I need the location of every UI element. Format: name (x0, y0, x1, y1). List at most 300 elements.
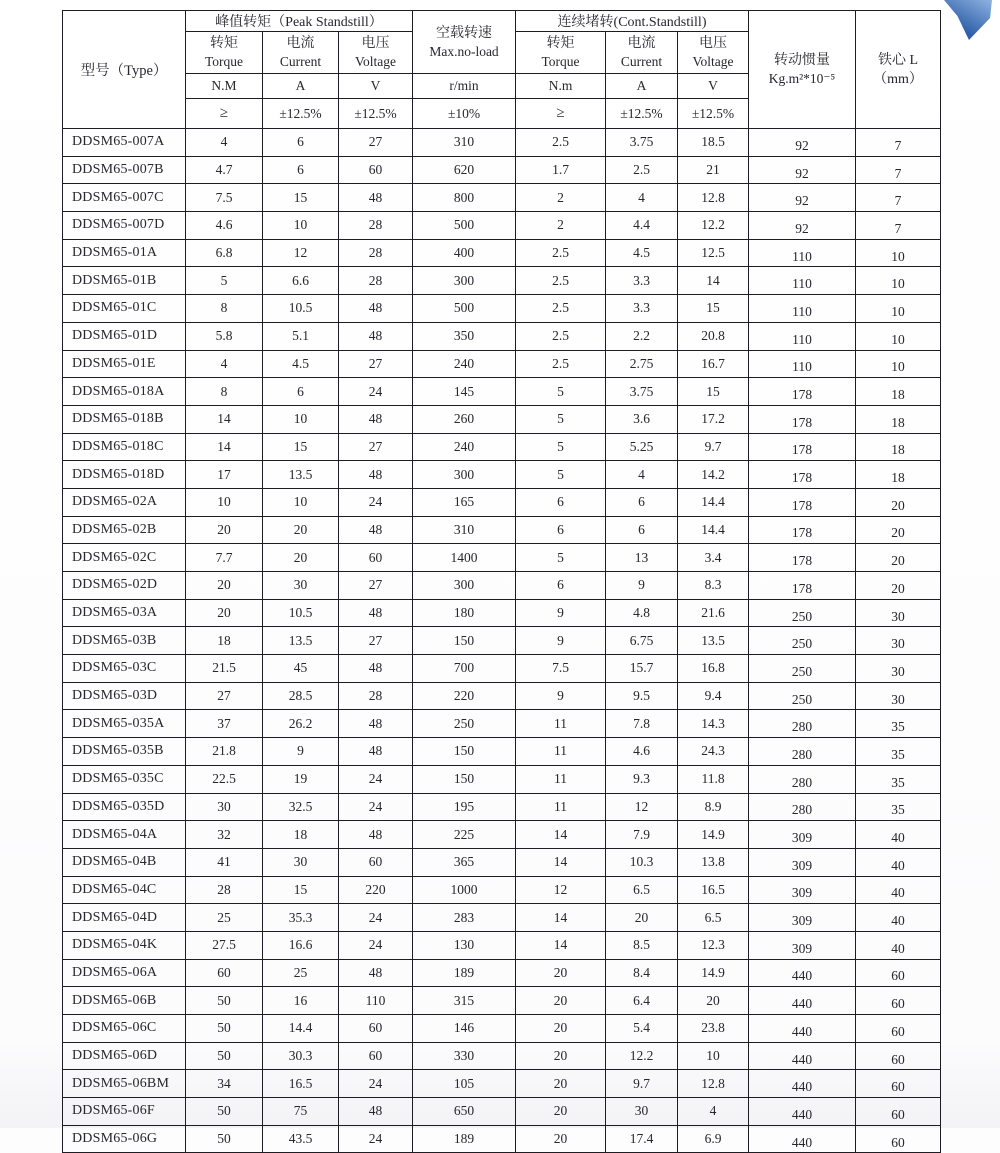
core-length-cell: 18 (856, 461, 941, 489)
table-row (63, 156, 941, 184)
peak-current-cell: 6.6 (263, 267, 339, 295)
cont-current-cell: 8.4 (606, 959, 678, 987)
cont-torque-cell: 7.5 (516, 655, 606, 683)
table-row (63, 544, 941, 572)
tolerance-cont-current: ±12.5% (606, 99, 678, 129)
column-header-core-length (856, 11, 941, 129)
inertia-cell: 178 (749, 461, 856, 489)
peak-voltage-cell: 48 (339, 516, 413, 544)
unit-peak-torque: N.M (186, 74, 263, 99)
type-cell: DDSM65-01B (63, 267, 186, 295)
peak-torque-cell: 4 (186, 129, 263, 157)
peak-current-zh: 电流 (286, 36, 315, 51)
core-length-cell: 30 (856, 599, 941, 627)
table-header (63, 11, 941, 129)
table-row (63, 1015, 941, 1043)
cont-current-cell: 4.8 (606, 599, 678, 627)
cont-voltage-cell: 4 (678, 1098, 749, 1126)
peak-voltage-cell: 110 (339, 987, 413, 1015)
inertia-cell: 280 (749, 738, 856, 766)
cont-torque-cell: 2.5 (516, 239, 606, 267)
table-row (63, 433, 941, 461)
noload-speed-cell: 283 (413, 904, 516, 932)
peak-voltage-cell: 48 (339, 184, 413, 212)
noload-speed-cell: 300 (413, 572, 516, 600)
core-length-cell: 40 (856, 904, 941, 932)
cont-current-cell: 3.3 (606, 267, 678, 295)
cont-current-cell: 4.6 (606, 738, 678, 766)
peak-torque-cell: 20 (186, 516, 263, 544)
peak-current-cell: 6 (263, 378, 339, 406)
peak-torque-cell: 4.7 (186, 156, 263, 184)
peak-current-cell: 16.6 (263, 931, 339, 959)
table-row (63, 765, 941, 793)
cont-voltage-cell: 15 (678, 295, 749, 323)
core-length-cell: 40 (856, 931, 941, 959)
cont-torque-cell: 12 (516, 876, 606, 904)
peak-torque-cell: 25 (186, 904, 263, 932)
unit-cont-current: A (606, 74, 678, 99)
core-length-cell: 20 (856, 488, 941, 516)
cont-torque-cell: 14 (516, 904, 606, 932)
tolerance-peak-current: ±12.5% (263, 99, 339, 129)
noload-speed-cell: 250 (413, 710, 516, 738)
cont-torque-cell: 1.7 (516, 156, 606, 184)
inertia-cell: 110 (749, 322, 856, 350)
peak-torque-cell: 14 (186, 405, 263, 433)
type-cell: DDSM65-06A (63, 959, 186, 987)
peak-current-cell: 25 (263, 959, 339, 987)
type-cell: DDSM65-03C (63, 655, 186, 683)
peak-current-cell: 30 (263, 572, 339, 600)
inertia-cell: 309 (749, 876, 856, 904)
inertia-cell: 92 (749, 212, 856, 240)
peak-voltage-cell: 48 (339, 599, 413, 627)
noload-speed-cell: 189 (413, 1125, 516, 1153)
peak-torque-cell: 22.5 (186, 765, 263, 793)
peak-voltage-cell: 24 (339, 904, 413, 932)
cont-voltage-en: Voltage (692, 54, 734, 69)
peak-voltage-cell: 60 (339, 1042, 413, 1070)
peak-torque-cell: 50 (186, 1015, 263, 1043)
table-row (63, 821, 941, 849)
core-length-cell: 10 (856, 267, 941, 295)
peak-voltage-en: Voltage (355, 54, 396, 69)
cont-voltage-cell: 9.4 (678, 682, 749, 710)
inertia-cell: 178 (749, 516, 856, 544)
table-row (63, 1125, 941, 1153)
peak-voltage-cell: 48 (339, 738, 413, 766)
peak-torque-cell: 4.6 (186, 212, 263, 240)
cont-voltage-cell: 14.9 (678, 959, 749, 987)
peak-group-label: 峰值转矩（Peak Standstill） (215, 15, 383, 30)
cont-current-cell: 2.5 (606, 156, 678, 184)
cont-voltage-cell: 9.7 (678, 433, 749, 461)
type-cell: DDSM65-018C (63, 433, 186, 461)
peak-torque-cell: 8 (186, 378, 263, 406)
cont-torque-cell: 14 (516, 931, 606, 959)
inertia-cell: 280 (749, 710, 856, 738)
peak-current-cell: 12 (263, 239, 339, 267)
table-row (63, 350, 941, 378)
table-row (63, 1098, 941, 1126)
inertia-cell: 92 (749, 156, 856, 184)
cont-current-cell: 3.75 (606, 378, 678, 406)
cont-current-cell: 3.3 (606, 295, 678, 323)
core-length-cell: 7 (856, 184, 941, 212)
table-row (63, 461, 941, 489)
type-cell: DDSM65-02D (63, 572, 186, 600)
core-length-cell: 10 (856, 350, 941, 378)
peak-current-cell: 20 (263, 544, 339, 572)
type-cell: DDSM65-04C (63, 876, 186, 904)
core-length-cell: 10 (856, 322, 941, 350)
inertia-cell: 309 (749, 904, 856, 932)
peak-torque-cell: 50 (186, 987, 263, 1015)
core-length-cell: 30 (856, 655, 941, 683)
tolerance-peak-torque: ≥ (186, 99, 263, 129)
cont-current-cell: 9.3 (606, 765, 678, 793)
noload-speed-cell: 330 (413, 1042, 516, 1070)
peak-current-cell: 18 (263, 821, 339, 849)
peak-voltage-cell: 60 (339, 1015, 413, 1043)
peak-current-en: Current (279, 54, 322, 69)
table-row (63, 655, 941, 683)
core-length-cell: 40 (856, 848, 941, 876)
cont-current-cell: 15.7 (606, 655, 678, 683)
inertia-label-zh: 转动惯量 (774, 53, 831, 68)
cont-current-cell: 4.5 (606, 239, 678, 267)
noload-speed-cell: 145 (413, 378, 516, 406)
cont-voltage-cell: 12.3 (678, 931, 749, 959)
peak-current-cell: 35.3 (263, 904, 339, 932)
inertia-cell: 309 (749, 848, 856, 876)
type-cell: DDSM65-03B (63, 627, 186, 655)
inertia-cell: 440 (749, 1015, 856, 1043)
core-length-cell: 20 (856, 516, 941, 544)
table-row (63, 987, 941, 1015)
noload-label-zh: 空载转速 (436, 25, 493, 41)
core-length-cell: 18 (856, 378, 941, 406)
cont-torque-cell: 20 (516, 1070, 606, 1098)
cont-torque-cell: 5 (516, 461, 606, 489)
type-cell: DDSM65-06F (63, 1098, 186, 1126)
core-length-cell: 35 (856, 738, 941, 766)
peak-torque-cell: 20 (186, 599, 263, 627)
cont-torque-cell: 6 (516, 516, 606, 544)
core-length-cell: 40 (856, 821, 941, 849)
cont-voltage-cell: 8.3 (678, 572, 749, 600)
peak-voltage-cell: 28 (339, 267, 413, 295)
noload-speed-cell: 310 (413, 516, 516, 544)
type-cell: DDSM65-04K (63, 931, 186, 959)
noload-label-en: Max.no-load (429, 43, 499, 59)
inertia-cell: 309 (749, 931, 856, 959)
peak-torque-cell: 60 (186, 959, 263, 987)
table-row (63, 212, 941, 240)
core-length-cell: 60 (856, 1042, 941, 1070)
peak-voltage-cell: 28 (339, 682, 413, 710)
noload-speed-cell: 150 (413, 765, 516, 793)
peak-torque-en: Torque (204, 54, 244, 69)
cont-voltage-cell: 14.9 (678, 821, 749, 849)
peak-current-cell: 6 (263, 156, 339, 184)
table-row (63, 572, 941, 600)
cont-voltage-cell: 12.8 (678, 1070, 749, 1098)
peak-torque-cell: 14 (186, 433, 263, 461)
cont-torque-cell: 20 (516, 1125, 606, 1153)
type-cell: DDSM65-035B (63, 738, 186, 766)
core-length-cell: 60 (856, 1125, 941, 1153)
table-row (63, 931, 941, 959)
column-group-peak-standstill (186, 11, 413, 32)
type-cell: DDSM65-007D (63, 212, 186, 240)
peak-current-cell: 16 (263, 987, 339, 1015)
cont-torque-cell: 11 (516, 710, 606, 738)
noload-speed-cell: 195 (413, 793, 516, 821)
cont-current-cell: 4 (606, 184, 678, 212)
cont-current-cell: 20 (606, 904, 678, 932)
type-cell: DDSM65-06D (63, 1042, 186, 1070)
table-row (63, 267, 941, 295)
table-row (63, 1070, 941, 1098)
cont-torque-cell: 20 (516, 1042, 606, 1070)
cont-current-cell: 6.75 (606, 627, 678, 655)
unit-peak-voltage: V (339, 74, 413, 99)
type-cell: DDSM65-04A (63, 821, 186, 849)
peak-torque-cell: 5 (186, 267, 263, 295)
peak-torque-cell: 50 (186, 1098, 263, 1126)
type-cell: DDSM65-04D (63, 904, 186, 932)
tolerance-cont-voltage: ±12.5% (678, 99, 749, 129)
cont-voltage-cell: 12.5 (678, 239, 749, 267)
peak-torque-cell: 5.8 (186, 322, 263, 350)
peak-torque-cell: 21.5 (186, 655, 263, 683)
peak-voltage-cell: 60 (339, 156, 413, 184)
noload-speed-cell: 350 (413, 322, 516, 350)
cont-voltage-cell: 20 (678, 987, 749, 1015)
cont-torque-cell: 20 (516, 1098, 606, 1126)
cont-voltage-zh: 电压 (699, 36, 728, 51)
table-row (63, 793, 941, 821)
noload-speed-cell: 500 (413, 295, 516, 323)
noload-speed-cell: 150 (413, 627, 516, 655)
noload-speed-cell: 1400 (413, 544, 516, 572)
table-row (63, 959, 941, 987)
core-length-cell: 20 (856, 544, 941, 572)
peak-current-cell: 15 (263, 433, 339, 461)
peak-current-cell: 10.5 (263, 599, 339, 627)
peak-current-cell: 32.5 (263, 793, 339, 821)
type-cell: DDSM65-035D (63, 793, 186, 821)
cont-current-cell: 4.4 (606, 212, 678, 240)
cont-current-cell: 30 (606, 1098, 678, 1126)
peak-current-cell: 15 (263, 876, 339, 904)
motor-spec-table (62, 10, 941, 1153)
cont-voltage-cell: 10 (678, 1042, 749, 1070)
peak-voltage-cell: 27 (339, 433, 413, 461)
core-length-cell: 60 (856, 1098, 941, 1126)
cont-torque-cell: 11 (516, 765, 606, 793)
core-length-cell: 7 (856, 129, 941, 157)
cont-current-cell: 6 (606, 516, 678, 544)
column-header-cont-voltage (678, 32, 749, 74)
peak-torque-cell: 32 (186, 821, 263, 849)
cont-torque-cell: 5 (516, 433, 606, 461)
peak-torque-cell: 4 (186, 350, 263, 378)
cont-torque-cell: 11 (516, 738, 606, 766)
type-cell: DDSM65-018A (63, 378, 186, 406)
peak-torque-cell: 50 (186, 1125, 263, 1153)
cont-current-cell: 6.4 (606, 987, 678, 1015)
cont-current-cell: 9.7 (606, 1070, 678, 1098)
column-header-peak-current (263, 32, 339, 74)
cont-torque-cell: 9 (516, 627, 606, 655)
peak-current-cell: 14.4 (263, 1015, 339, 1043)
type-cell: DDSM65-06B (63, 987, 186, 1015)
peak-current-cell: 15 (263, 184, 339, 212)
peak-voltage-cell: 24 (339, 1125, 413, 1153)
type-cell: DDSM65-02B (63, 516, 186, 544)
peak-torque-cell: 28 (186, 876, 263, 904)
noload-speed-cell: 146 (413, 1015, 516, 1043)
noload-speed-cell: 500 (413, 212, 516, 240)
inertia-cell: 110 (749, 239, 856, 267)
peak-torque-cell: 7.5 (186, 184, 263, 212)
peak-voltage-cell: 24 (339, 765, 413, 793)
peak-voltage-cell: 48 (339, 461, 413, 489)
peak-torque-cell: 34 (186, 1070, 263, 1098)
inertia-cell: 178 (749, 433, 856, 461)
peak-current-cell: 13.5 (263, 627, 339, 655)
cont-voltage-cell: 16.5 (678, 876, 749, 904)
peak-torque-cell: 21.8 (186, 738, 263, 766)
peak-voltage-cell: 48 (339, 1098, 413, 1126)
table-body (63, 129, 941, 1153)
cont-voltage-cell: 11.8 (678, 765, 749, 793)
cont-current-cell: 4 (606, 461, 678, 489)
type-cell: DDSM65-04B (63, 848, 186, 876)
cont-current-cell: 3.6 (606, 405, 678, 433)
column-group-cont-standstill (516, 11, 749, 32)
table-row (63, 904, 941, 932)
tolerance-peak-voltage: ±12.5% (339, 99, 413, 129)
noload-speed-cell: 165 (413, 488, 516, 516)
cont-current-cell: 9 (606, 572, 678, 600)
table-row (63, 682, 941, 710)
type-cell: DDSM65-01E (63, 350, 186, 378)
cont-voltage-cell: 12.8 (678, 184, 749, 212)
column-header-peak-voltage (339, 32, 413, 74)
type-cell: DDSM65-06G (63, 1125, 186, 1153)
peak-voltage-cell: 27 (339, 350, 413, 378)
peak-current-cell: 10.5 (263, 295, 339, 323)
peak-current-cell: 16.5 (263, 1070, 339, 1098)
peak-torque-cell: 37 (186, 710, 263, 738)
peak-current-cell: 5.1 (263, 322, 339, 350)
cont-current-cell: 8.5 (606, 931, 678, 959)
cont-voltage-cell: 17.2 (678, 405, 749, 433)
inertia-cell: 110 (749, 350, 856, 378)
inertia-cell: 250 (749, 655, 856, 683)
cont-current-cell: 6.5 (606, 876, 678, 904)
peak-torque-cell: 50 (186, 1042, 263, 1070)
core-length-cell: 7 (856, 156, 941, 184)
peak-current-cell: 10 (263, 488, 339, 516)
inertia-cell: 110 (749, 295, 856, 323)
inertia-cell: 178 (749, 378, 856, 406)
inertia-cell: 309 (749, 821, 856, 849)
cont-voltage-cell: 18.5 (678, 129, 749, 157)
peak-voltage-cell: 24 (339, 488, 413, 516)
table-row (63, 1042, 941, 1070)
core-length-cell: 60 (856, 1070, 941, 1098)
core-length-cell: 10 (856, 295, 941, 323)
inertia-cell: 280 (749, 793, 856, 821)
peak-voltage-cell: 60 (339, 544, 413, 572)
inertia-cell: 440 (749, 987, 856, 1015)
table-row (63, 627, 941, 655)
peak-torque-cell: 18 (186, 627, 263, 655)
cont-voltage-cell: 8.9 (678, 793, 749, 821)
table-row (63, 184, 941, 212)
noload-speed-cell: 300 (413, 461, 516, 489)
table-row (63, 129, 941, 157)
cont-torque-zh: 转矩 (546, 36, 575, 51)
peak-current-cell: 45 (263, 655, 339, 683)
peak-voltage-cell: 60 (339, 848, 413, 876)
peak-voltage-cell: 48 (339, 710, 413, 738)
cont-torque-cell: 2 (516, 184, 606, 212)
core-length-cell: 60 (856, 1015, 941, 1043)
core-length-cell: 7 (856, 212, 941, 240)
cont-current-cell: 17.4 (606, 1125, 678, 1153)
type-cell: DDSM65-03A (63, 599, 186, 627)
inertia-cell: 178 (749, 405, 856, 433)
cont-current-cell: 2.75 (606, 350, 678, 378)
column-header-type (63, 11, 186, 129)
cont-current-cell: 9.5 (606, 682, 678, 710)
cont-voltage-cell: 13.8 (678, 848, 749, 876)
unit-peak-current: A (263, 74, 339, 99)
cont-torque-en: Torque (541, 54, 580, 69)
table-row (63, 599, 941, 627)
type-cell: DDSM65-035A (63, 710, 186, 738)
inertia-cell: 440 (749, 959, 856, 987)
column-header-cont-current (606, 32, 678, 74)
peak-torque-cell: 27.5 (186, 931, 263, 959)
inertia-cell: 440 (749, 1098, 856, 1126)
noload-speed-cell: 700 (413, 655, 516, 683)
core-length-cell: 60 (856, 987, 941, 1015)
inertia-cell: 440 (749, 1125, 856, 1153)
cont-torque-cell: 2 (516, 212, 606, 240)
type-cell: DDSM65-007B (63, 156, 186, 184)
unit-cont-torque: N.m (516, 74, 606, 99)
cont-torque-cell: 6 (516, 572, 606, 600)
peak-torque-cell: 7.7 (186, 544, 263, 572)
cont-voltage-cell: 24.3 (678, 738, 749, 766)
noload-speed-cell: 220 (413, 682, 516, 710)
core-label-zh: 铁心 L (877, 52, 919, 68)
peak-voltage-cell: 28 (339, 239, 413, 267)
peak-voltage-cell: 48 (339, 959, 413, 987)
cont-current-cell: 10.3 (606, 848, 678, 876)
peak-voltage-cell: 48 (339, 322, 413, 350)
peak-current-cell: 10 (263, 405, 339, 433)
table-row (63, 378, 941, 406)
inertia-cell: 178 (749, 572, 856, 600)
